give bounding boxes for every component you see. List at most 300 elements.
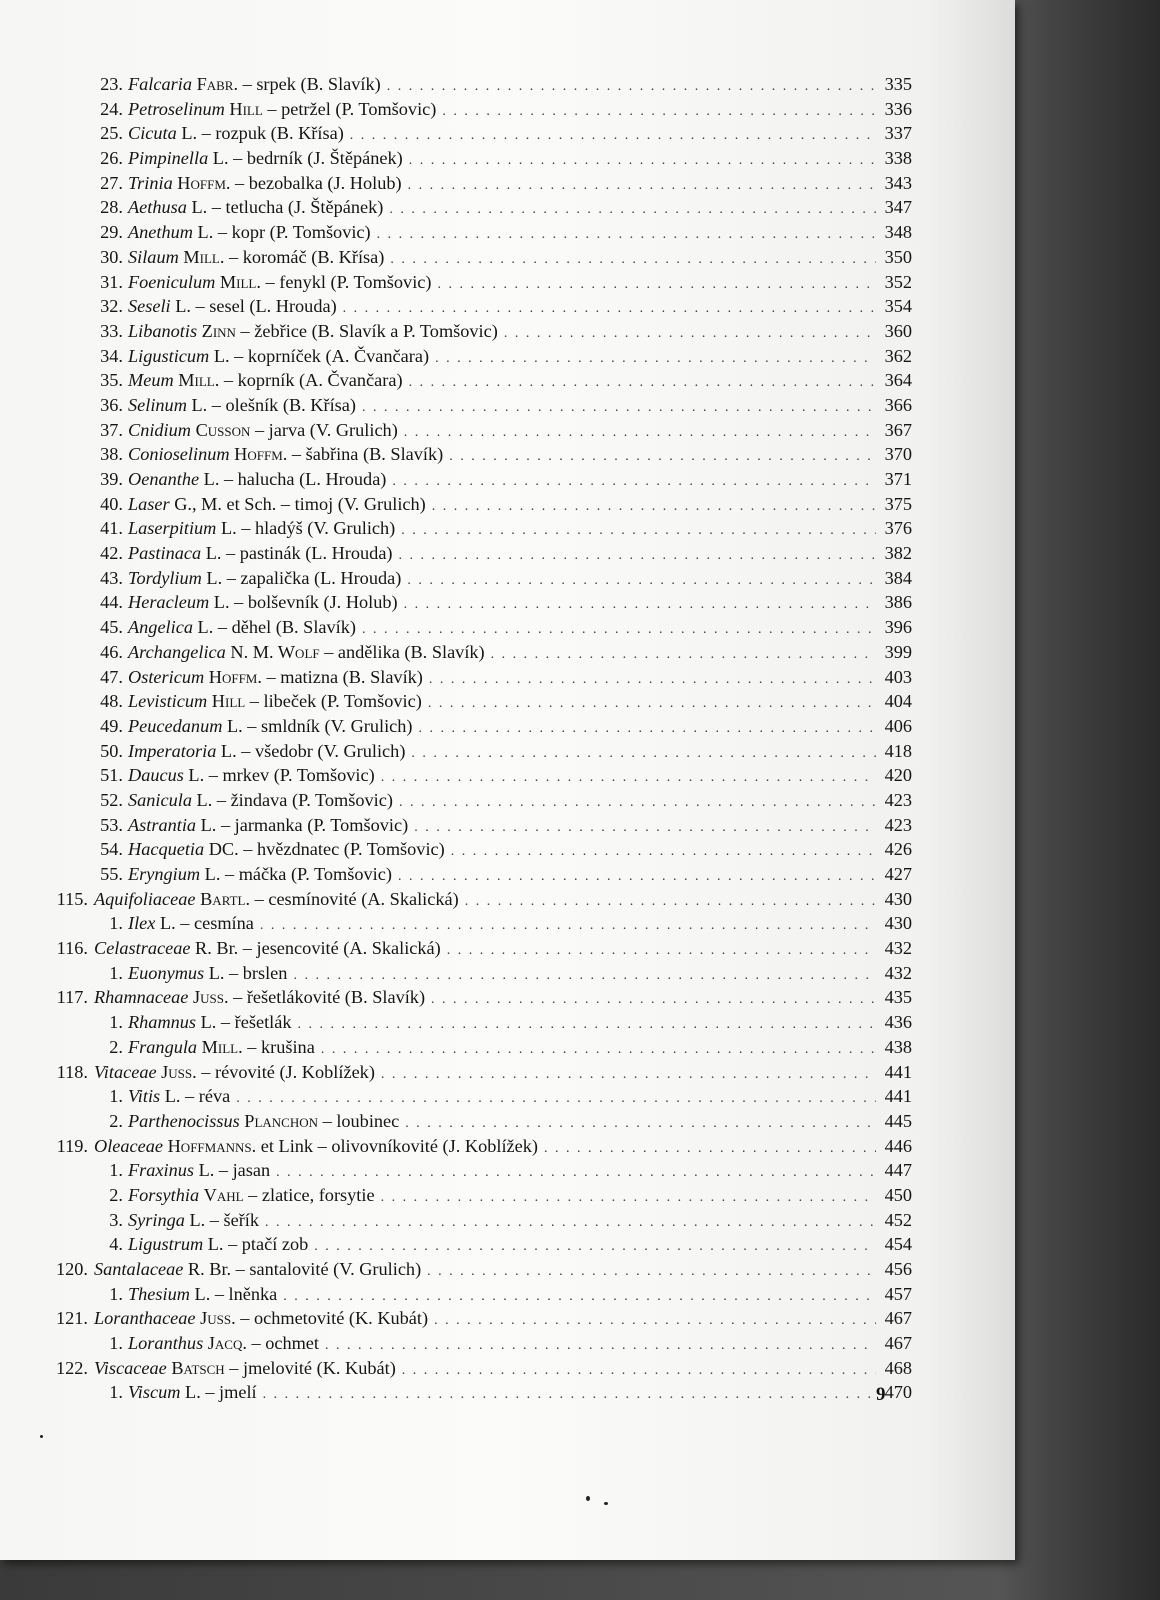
- entry-page: 352: [884, 271, 912, 292]
- entry-body: [94, 1356, 912, 1384]
- taxon-author: Hill: [229, 98, 263, 119]
- toc-genus-row: [28, 516, 912, 541]
- taxon-name: Laser: [128, 493, 170, 514]
- entry-page: 335: [884, 74, 912, 94]
- toc-genus-row: [28, 393, 912, 418]
- entry-title: [128, 1282, 277, 1307]
- entry-description: – matizna (B. Slavík): [261, 666, 423, 687]
- entry-page: 452: [884, 1209, 912, 1230]
- taxon-name: Angelica: [128, 617, 193, 638]
- entry-body: [128, 566, 912, 594]
- taxon-name: Forsythia: [128, 1184, 200, 1205]
- entry-body: [128, 1158, 912, 1186]
- taxon-author: Zinn: [201, 320, 236, 341]
- entry-body: [128, 665, 912, 693]
- entry-number: 46.: [100, 641, 123, 662]
- entry-body: [128, 739, 912, 767]
- entry-page: 386: [884, 592, 912, 613]
- entry-description: – bezobalka (J. Holub): [230, 172, 402, 193]
- entry-page: 446: [884, 1135, 912, 1156]
- entry-page: 348: [884, 222, 912, 243]
- entry-body: [128, 961, 912, 989]
- taxon-name: Eryngium: [128, 864, 201, 884]
- entry-body: [94, 1134, 912, 1162]
- entry-page: 396: [884, 617, 912, 638]
- toc-genus-row: [28, 961, 912, 986]
- entry-number: 27.: [100, 172, 123, 193]
- entry-page: 441: [884, 1086, 912, 1107]
- toc-genus-row: [28, 319, 912, 344]
- entry-title: [94, 936, 441, 961]
- entry-title: [128, 245, 384, 270]
- toc-genus-row: [28, 1035, 912, 1060]
- entry-body: [128, 97, 912, 125]
- toc-genus-row: [28, 862, 912, 887]
- entry-description: – srpek (B. Slavík): [238, 74, 381, 94]
- entry-body: [128, 220, 912, 248]
- taxon-name: Loranthaceae: [94, 1308, 196, 1329]
- entry-number: 40.: [100, 493, 123, 514]
- entry-number: 115.: [56, 888, 88, 909]
- entry-page: 426: [884, 839, 912, 860]
- entry-title: [128, 344, 429, 369]
- taxon-author: Jacq.: [207, 1333, 247, 1354]
- entry-body: [94, 1060, 912, 1088]
- entry-page: 432: [884, 962, 912, 983]
- dot-leader: [263, 1383, 876, 1408]
- taxon-author: Hoffmanns.: [167, 1135, 257, 1156]
- taxon-name: Meum: [128, 370, 174, 391]
- entry-description: – ochmetovité (K. Kubát): [235, 1308, 429, 1329]
- taxon-name: Vitaceae: [94, 1061, 157, 1082]
- taxon-name: Ostericum: [128, 666, 205, 687]
- taxon-name: Rhamnus: [128, 1012, 197, 1033]
- entry-page: 467: [884, 1333, 912, 1354]
- entry-description: L. – máčka (P. Tomšovic): [200, 864, 392, 884]
- entry-body: [128, 195, 912, 223]
- entry-page: 364: [884, 370, 912, 391]
- entry-title: [128, 739, 405, 764]
- entry-number: 44.: [100, 592, 123, 613]
- taxon-name: Oleaceae: [94, 1135, 164, 1156]
- entry-title: [128, 72, 381, 97]
- taxon-name: Heracleum: [128, 592, 210, 613]
- entry-page: 457: [884, 1283, 912, 1304]
- entry-number: 50.: [100, 740, 123, 761]
- taxon-author: Bartl.: [200, 888, 251, 909]
- entry-body: [94, 936, 912, 964]
- entry-body: [128, 294, 912, 322]
- entry-page: 354: [884, 296, 912, 317]
- entry-body: [128, 1109, 912, 1137]
- taxon-name: Syringa: [128, 1209, 185, 1230]
- taxon-name: Ligustrum: [128, 1234, 204, 1255]
- entry-number: 48.: [100, 691, 123, 712]
- entry-number: 3.: [109, 1209, 123, 1230]
- taxon-name: Cicuta: [128, 123, 177, 144]
- entry-body: [128, 368, 912, 396]
- toc-genus-row: [28, 837, 912, 862]
- entry-title: [128, 1380, 257, 1405]
- entry-title: [128, 1084, 230, 1109]
- entry-body: [128, 492, 912, 520]
- entry-body: [128, 319, 912, 347]
- entry-page: 445: [884, 1110, 912, 1131]
- entry-number: 34.: [100, 345, 123, 366]
- toc-genus-row: [28, 1331, 912, 1356]
- toc-genus-row: [28, 1282, 912, 1307]
- toc-genus-row: [28, 541, 912, 566]
- entry-body: [128, 541, 912, 569]
- entry-description: L. – žindava (P. Tomšovic): [191, 789, 393, 810]
- entry-title: [128, 763, 375, 788]
- taxon-author: Mill.: [201, 1036, 243, 1057]
- table-of-contents: [28, 72, 912, 1405]
- entry-body: [128, 640, 912, 668]
- taxon-name: Viscum: [128, 1382, 181, 1403]
- toc-genus-row: [28, 763, 912, 788]
- entry-number: 36.: [100, 394, 123, 415]
- toc-genus-row: [28, 467, 912, 492]
- entry-description: L. – kopr (P. Tomšovic): [192, 222, 371, 243]
- entry-page: 427: [884, 864, 912, 884]
- entry-title: [128, 146, 403, 171]
- entry-number: 116.: [56, 938, 88, 959]
- entry-description: L. – hladýš (V. Grulich): [216, 518, 396, 539]
- entry-number: 4.: [109, 1234, 123, 1255]
- taxon-name: Aquifoliaceae: [94, 888, 196, 909]
- page-number: 9: [876, 1384, 886, 1405]
- entry-title: [128, 1035, 315, 1060]
- entry-body: [128, 837, 912, 865]
- entry-number: 1.: [109, 1283, 123, 1304]
- taxon-name: Pastinaca: [128, 543, 202, 564]
- entry-page: 360: [884, 320, 912, 341]
- entry-page: 450: [884, 1184, 912, 1205]
- entry-number: 1.: [109, 1012, 123, 1033]
- toc-genus-row: [28, 344, 912, 369]
- entry-description: – libeček (P. Tomšovic): [245, 691, 422, 712]
- entry-title: [128, 714, 413, 739]
- entry-title: [128, 418, 398, 443]
- entry-description: L. – cesmína: [155, 913, 254, 934]
- entry-title: [94, 887, 459, 912]
- toc-genus-row: [28, 788, 912, 813]
- entry-page: 418: [884, 740, 912, 761]
- toc-genus-row: [28, 270, 912, 295]
- entry-number: 2.: [109, 1110, 123, 1131]
- entry-title: [128, 615, 356, 640]
- entry-title: [128, 442, 443, 467]
- entry-number: 120.: [56, 1259, 88, 1279]
- toc-genus-row: [28, 615, 912, 640]
- toc-genus-row: [28, 368, 912, 393]
- taxon-name: Foeniculum: [128, 271, 216, 292]
- entry-description: – řešetlákovité (B. Slavík): [228, 987, 426, 1008]
- entry-page: 370: [884, 444, 912, 465]
- entry-page: 432: [884, 938, 912, 959]
- entry-number: 55.: [100, 864, 123, 884]
- entry-description: – krušina: [242, 1036, 315, 1057]
- entry-title: [128, 97, 436, 122]
- entry-description: – révovité (J. Koblížek): [196, 1061, 375, 1082]
- taxon-name: Archangelica: [128, 641, 226, 662]
- entry-page: 338: [884, 148, 912, 169]
- toc-genus-row: [28, 97, 912, 122]
- toc-genus-row: [28, 1084, 912, 1109]
- toc-family-row: [28, 1060, 912, 1085]
- entry-description: G., M. et Sch. – timoj (V. Grulich): [169, 493, 426, 514]
- entry-body: [128, 121, 912, 149]
- taxon-author: Mill.: [178, 370, 220, 391]
- taxon-name: Peucedanum: [128, 715, 223, 736]
- entry-number: 122.: [56, 1357, 88, 1378]
- entry-body: [128, 862, 912, 890]
- entry-description: L. – sesel (L. Hrouda): [170, 296, 337, 317]
- entry-number: 37.: [100, 419, 123, 440]
- taxon-name: Hacquetia: [128, 839, 205, 860]
- entry-page: 438: [884, 1036, 912, 1057]
- entry-description: – cesmínovité (A. Skalická): [250, 888, 459, 909]
- entry-number: 1.: [109, 913, 123, 934]
- entry-body: [128, 1282, 912, 1310]
- entry-page: 435: [884, 987, 912, 1008]
- entry-description: – šabřina (B. Slavík): [287, 444, 444, 465]
- entry-description: L. – všedobr (V. Grulich): [216, 740, 406, 761]
- taxon-author: Mill.: [183, 246, 225, 267]
- entry-title: [128, 393, 356, 418]
- entry-page: 406: [884, 715, 912, 736]
- entry-description: – petržel (P. Tomšovic): [262, 98, 437, 119]
- entry-number: 47.: [100, 666, 123, 687]
- entry-page: 456: [884, 1259, 912, 1279]
- entry-title: [128, 837, 445, 862]
- entry-description: L. – bedrník (J. Štěpánek): [208, 148, 403, 169]
- entry-body: [128, 467, 912, 495]
- entry-description: L. – jarmanka (P. Tomšovic): [196, 814, 409, 835]
- entry-page: 447: [884, 1160, 912, 1181]
- taxon-author: Juss.: [200, 1308, 236, 1329]
- entry-description: L. – mrkev (P. Tomšovic): [183, 765, 375, 786]
- entry-title: [128, 467, 386, 492]
- entry-number: 42.: [100, 543, 123, 564]
- entry-body: [128, 516, 912, 544]
- entry-title: [128, 319, 498, 344]
- taxon-name: Fraxinus: [128, 1160, 195, 1181]
- entry-description: L. – koprníček (A. Čvančara): [209, 345, 430, 366]
- entry-title: [94, 1257, 421, 1282]
- entry-page: 454: [884, 1234, 912, 1255]
- taxon-name: Silaum: [128, 246, 179, 267]
- entry-number: 33.: [100, 320, 123, 341]
- entry-body: [128, 1084, 912, 1112]
- entry-title: [128, 813, 408, 838]
- entry-description: R. Br. – jesencovité (A. Skalická): [190, 938, 441, 959]
- entry-description: L. – bolševník (J. Holub): [209, 592, 398, 613]
- entry-number: 121.: [56, 1308, 88, 1329]
- entry-number: 23.: [100, 74, 123, 94]
- taxon-name: Trinia: [128, 172, 173, 193]
- taxon-name: Conioselinum: [128, 444, 230, 465]
- taxon-name: Celastraceae: [94, 938, 191, 959]
- entry-title: [128, 911, 254, 936]
- entry-body: [128, 1380, 912, 1408]
- entry-body: [128, 714, 912, 742]
- toc-genus-row: [28, 640, 912, 665]
- toc-genus-row: [28, 146, 912, 171]
- entry-title: [128, 1232, 308, 1257]
- toc-genus-row: [28, 195, 912, 220]
- entry-title: [128, 220, 371, 245]
- toc-genus-row: [28, 1183, 912, 1208]
- taxon-name: Ilex: [128, 913, 156, 934]
- entry-number: 51.: [100, 765, 123, 786]
- taxon-name: Laserpitium: [128, 518, 217, 539]
- taxon-name: Astrantia: [128, 814, 197, 835]
- entry-body: [94, 1306, 912, 1334]
- entry-number: 32.: [100, 296, 123, 317]
- entry-number: 2.: [109, 1036, 123, 1057]
- entry-description: – loubinec: [318, 1110, 400, 1131]
- toc-family-row: [28, 1356, 912, 1381]
- dust-speck: [586, 1496, 590, 1501]
- entry-number: 43.: [100, 567, 123, 588]
- taxon-author: Cusson: [195, 419, 251, 440]
- entry-number: 39.: [100, 469, 123, 489]
- taxon-name: Loranthus: [128, 1333, 204, 1354]
- entry-title: [128, 1208, 259, 1233]
- entry-description: L. – smldník (V. Grulich): [222, 715, 413, 736]
- taxon-author: Hoffm.: [208, 666, 262, 687]
- entry-title: [94, 1356, 396, 1381]
- entry-number: 26.: [100, 148, 123, 169]
- taxon-author: Hill: [211, 691, 246, 712]
- entry-title: [128, 270, 431, 295]
- toc-genus-row: [28, 1109, 912, 1134]
- entry-title: [128, 862, 392, 887]
- taxon-name: Aethusa: [128, 197, 187, 218]
- taxon-name: Tordylium: [128, 567, 202, 588]
- entry-description: R. Br. – santalovité (V. Grulich): [183, 1259, 422, 1279]
- taxon-name: Oenanthe: [128, 469, 200, 489]
- entry-body: [128, 911, 912, 939]
- entry-number: 54.: [100, 839, 123, 860]
- entry-body: [128, 245, 912, 273]
- entry-description: – fenykl (P. Tomšovic): [260, 271, 432, 292]
- entry-page: 423: [884, 814, 912, 835]
- taxon-name: Ligusticum: [128, 345, 210, 366]
- toc-family-row: [28, 887, 912, 912]
- entry-number: 1.: [109, 1333, 123, 1354]
- entry-page: 343: [884, 172, 912, 193]
- entry-number: 1.: [109, 962, 123, 983]
- entry-page: 384: [884, 567, 912, 588]
- taxon-name: Cnidium: [128, 419, 191, 440]
- entry-page: 468: [884, 1357, 912, 1378]
- entry-number: 45.: [100, 617, 123, 638]
- entry-title: [128, 541, 393, 566]
- taxon-author: Mill.: [219, 271, 261, 292]
- taxon-name: Daucus: [128, 765, 184, 786]
- entry-title: [128, 492, 426, 517]
- entry-description: L. – děhel (B. Slavík): [192, 617, 356, 638]
- entry-number: 2.: [109, 1184, 123, 1205]
- entry-page: 467: [884, 1308, 912, 1329]
- toc-genus-row: [28, 442, 912, 467]
- entry-description: L. – řešetlák: [196, 1012, 292, 1033]
- entry-body: [128, 788, 912, 816]
- entry-body: [128, 171, 912, 199]
- toc-genus-row: [28, 121, 912, 146]
- entry-body: [128, 615, 912, 643]
- toc-genus-row: [28, 72, 912, 97]
- entry-description: L. – zapalička (L. Hrouda): [201, 567, 402, 588]
- entry-page: 336: [884, 98, 912, 119]
- toc-genus-row: [28, 1158, 912, 1183]
- entry-page: 399: [884, 641, 912, 662]
- entry-body: [128, 1331, 912, 1359]
- toc-genus-row: [28, 418, 912, 443]
- entry-title: [128, 689, 422, 714]
- entry-description: – andělika (B. Slavík): [319, 641, 485, 662]
- entry-number: 29.: [100, 222, 123, 243]
- taxon-name: Levisticum: [128, 691, 208, 712]
- entry-title: [94, 985, 425, 1010]
- entry-description: DC. – hvězdnatec (P. Tomšovic): [204, 839, 445, 860]
- taxon-name: Anethum: [128, 222, 193, 243]
- taxon-name: Libanotis: [128, 320, 198, 341]
- taxon-author: Juss.: [193, 987, 229, 1008]
- entry-title: [128, 294, 337, 319]
- entry-title: [94, 1060, 375, 1085]
- entry-body: [128, 344, 912, 372]
- entry-title: [128, 1158, 270, 1183]
- entry-page: 347: [884, 197, 912, 218]
- entry-description: – ochmet: [246, 1333, 319, 1354]
- entry-number: 38.: [100, 444, 123, 465]
- entry-body: [128, 72, 912, 100]
- entry-number: 118.: [56, 1061, 88, 1082]
- taxon-name: Pimpinella: [128, 148, 209, 169]
- taxon-name: Santalaceae: [94, 1259, 184, 1279]
- entry-page: 403: [884, 666, 912, 687]
- entry-description: L. – réva: [160, 1086, 231, 1107]
- entry-page: 362: [884, 345, 912, 366]
- entry-title: [128, 640, 485, 665]
- taxon-author: N. M. Wolf: [230, 641, 320, 662]
- taxon-name: Imperatoria: [128, 740, 217, 761]
- toc-genus-row: [28, 665, 912, 690]
- entry-body: [128, 1183, 912, 1211]
- toc-genus-row: [28, 220, 912, 245]
- entry-page: 375: [884, 493, 912, 514]
- entry-description: – zlatice, forsytie: [243, 1184, 375, 1205]
- taxon-name: Viscaceae: [94, 1357, 167, 1378]
- entry-number: 119.: [56, 1135, 88, 1156]
- taxon-author: Hoffm.: [177, 172, 231, 193]
- entry-number: 28.: [100, 197, 123, 218]
- entry-title: [128, 788, 393, 813]
- entry-title: [128, 665, 423, 690]
- entry-description: – koprník (A. Čvančara): [219, 370, 403, 391]
- entry-description: – koromáč (B. Křísa): [224, 246, 385, 267]
- taxon-name: Seseli: [128, 296, 171, 317]
- entry-number: 30.: [100, 246, 123, 267]
- entry-body: [94, 1257, 912, 1285]
- entry-description: – jmelovité (K. Kubát): [224, 1357, 396, 1378]
- entry-number: 117.: [56, 987, 88, 1008]
- entry-page: 366: [884, 394, 912, 415]
